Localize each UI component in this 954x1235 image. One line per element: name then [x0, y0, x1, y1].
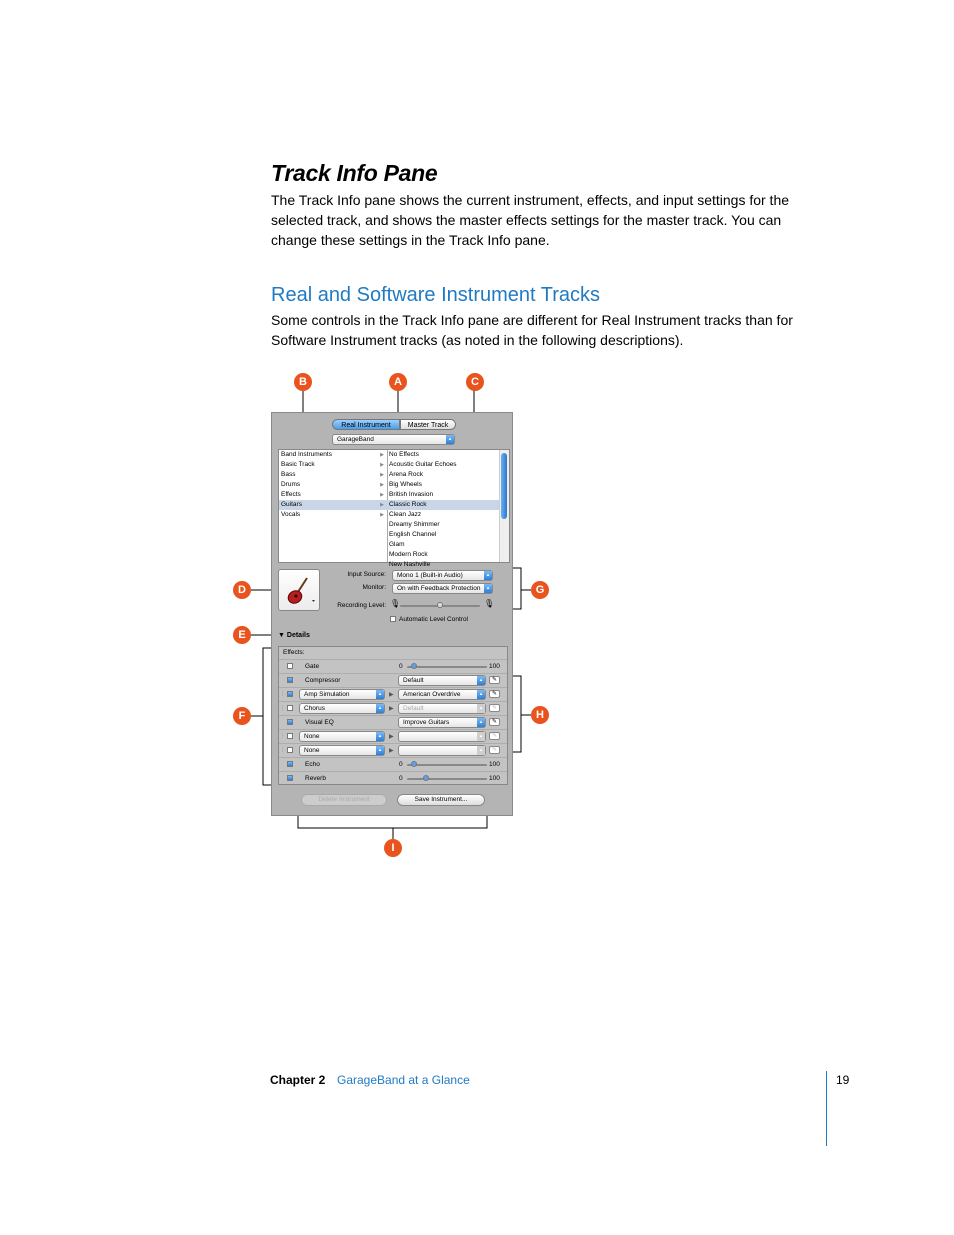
recording-level-knob[interactable] [437, 602, 443, 608]
effect-name: Echo [305, 761, 320, 768]
popup-arrows-icon: ▴ [477, 732, 485, 741]
chevron-right-icon: ▶ [380, 512, 384, 518]
chevron-right-icon: ▶ [380, 472, 384, 478]
effect-checkbox[interactable] [287, 775, 293, 781]
category-item[interactable] [279, 460, 387, 470]
save-instrument-button[interactable]: Save Instrument... [397, 794, 485, 806]
effect-slider-knob[interactable] [423, 775, 429, 781]
callout-f: F [233, 707, 251, 725]
popup-arrows-icon: ▴ [376, 690, 384, 699]
category-label: Drums [281, 481, 301, 488]
drag-handle-icon[interactable]: ⋮ [280, 691, 285, 697]
effect-preset-popup[interactable] [398, 731, 486, 742]
effect-checkbox[interactable] [287, 747, 293, 753]
play-arrow-icon: ▶ [389, 706, 394, 712]
mic-high-icon: 🎙 [484, 599, 495, 608]
recording-level-label: Recording Level: [337, 602, 386, 609]
monitor-label: Monitor: [362, 584, 386, 591]
preset-item[interactable]: British Invasion [389, 491, 434, 498]
play-arrow-icon: ▶ [389, 748, 394, 754]
category-list [279, 450, 388, 562]
drag-handle-icon[interactable]: ⋮ [280, 705, 285, 711]
popup-arrows-icon: ▴ [477, 676, 485, 685]
genre-value: GarageBand [337, 436, 374, 443]
effect-row [279, 771, 507, 784]
category-item[interactable] [279, 490, 387, 500]
popup-arrows-icon: ▴ [484, 571, 492, 580]
effect-name: Visual EQ [305, 719, 334, 726]
effect-row [279, 659, 507, 672]
category-label: Band Instruments [281, 451, 332, 458]
input-source-label: Input Source: [347, 571, 386, 578]
effect-row [279, 673, 507, 686]
effect-row [279, 687, 507, 700]
monitor-value: On with Feedback Protection [397, 585, 481, 592]
callout-b: B [294, 373, 312, 391]
popup-arrows-icon: ▴ [477, 718, 485, 727]
effect-row [279, 701, 507, 714]
popup-arrows-icon: ▴ [376, 704, 384, 713]
drag-handle-icon[interactable]: ⋮ [280, 733, 285, 739]
effect-preset-popup[interactable] [398, 745, 486, 756]
effect-preset-value: Improve Guitars [403, 719, 450, 726]
popup-arrows-icon: ▴ [477, 690, 485, 699]
subsection-title: Real and Software Instrument Tracks [271, 284, 601, 306]
subsection-paragraph: Some controls in the Track Info pane are different for Real Instrument tracks than for Software Instrument tracks (as noted in the following descriptions). [271, 312, 793, 348]
effect-type-popup[interactable] [299, 689, 385, 700]
effect-name: Compressor [305, 677, 341, 684]
preset-item[interactable]: Arena Rock [389, 471, 423, 478]
category-label: Bass [281, 471, 296, 478]
preset-list [387, 450, 502, 568]
effect-name: None [304, 747, 320, 754]
effect-type-popup[interactable] [299, 731, 385, 742]
preset-item[interactable]: Acoustic Guitar Echoes [389, 461, 457, 468]
effect-checkbox[interactable] [287, 733, 293, 739]
chevron-right-icon: ▶ [380, 482, 384, 488]
popup-arrows-icon: ▴ [376, 746, 384, 755]
effect-preset-value: Default [403, 677, 424, 684]
effect-slider[interactable] [407, 778, 487, 780]
preset-item[interactable]: Modern Rock [389, 551, 428, 558]
input-source-value: Mono 1 (Built-in Audio) [397, 572, 463, 579]
effect-preset-popup[interactable] [398, 717, 486, 728]
popup-arrows-icon: ▴ [477, 746, 485, 755]
play-arrow-icon: ▶ [389, 734, 394, 740]
effect-preset-popup[interactable] [398, 675, 486, 686]
preset-item[interactable]: Big Wheels [389, 481, 422, 488]
slider-max-label: 100 [489, 761, 500, 768]
monitor-popup[interactable] [392, 583, 493, 594]
mic-low-icon: 🎙 [390, 599, 401, 608]
effects-box [278, 646, 508, 785]
delete-instrument-button[interactable]: Delete Instrument [301, 794, 387, 806]
popup-arrows-icon: ▴ [446, 435, 454, 444]
effect-name: None [304, 733, 320, 740]
category-item[interactable] [279, 450, 387, 460]
footer-chapter: Chapter 2 [270, 1073, 326, 1087]
slider-min-label: 0 [399, 663, 403, 670]
slider-min-label: 0 [399, 761, 403, 768]
category-item[interactable] [279, 470, 387, 480]
effect-type-popup[interactable] [299, 703, 385, 714]
preset-scrollbar[interactable] [499, 450, 509, 562]
preset-item[interactable]: Glam [389, 541, 405, 548]
effect-slider[interactable] [407, 764, 487, 766]
intro-paragraph: The Track Info pane shows the current instrument, effects, and input settings for the selected track, and shows the master effects settings for the master track. You can change these settings in the Track Info pane. [271, 192, 790, 248]
effect-name: Chorus [304, 705, 325, 712]
genre-popup[interactable] [332, 434, 455, 445]
tab-master-track[interactable]: Master Track [400, 419, 456, 430]
preset-item[interactable]: No Effects [389, 451, 419, 458]
chevron-right-icon: ▶ [380, 492, 384, 498]
effect-name: Gate [305, 663, 320, 670]
effect-slider-knob[interactable] [411, 761, 417, 767]
preset-item[interactable]: Dreamy Shimmer [389, 521, 440, 528]
effect-row [279, 715, 507, 728]
effect-checkbox[interactable] [287, 691, 293, 697]
chevron-right-icon: ▶ [380, 502, 384, 508]
category-label: Vocals [281, 511, 301, 518]
effect-type-popup[interactable] [299, 745, 385, 756]
drag-handle-icon[interactable]: ⋮ [280, 747, 285, 753]
edit-pencil-icon[interactable]: ✎ [489, 704, 500, 712]
effects-label: Effects: [283, 649, 305, 656]
effect-name: Reverb [305, 775, 326, 782]
effect-row [279, 729, 507, 742]
effect-preset-value: American Overdrive [403, 691, 461, 698]
effect-row [279, 743, 507, 756]
footer-chapter-title: GarageBand at a Glance [337, 1073, 470, 1087]
effect-row [279, 757, 507, 770]
callout-d: D [233, 581, 251, 599]
chevron-right-icon: ▶ [380, 452, 384, 458]
effect-checkbox[interactable] [287, 761, 293, 767]
details-disclosure[interactable] [278, 632, 310, 639]
preset-item[interactable]: Classic Rock [387, 500, 502, 510]
play-arrow-icon: ▶ [389, 692, 394, 698]
preset-item[interactable]: English Channel [389, 531, 437, 538]
effect-checkbox[interactable] [287, 677, 293, 683]
category-item[interactable] [279, 480, 387, 490]
callout-h: H [531, 706, 549, 724]
section-title: Track Info Pane [271, 160, 438, 186]
category-label: Basic Track [281, 461, 315, 468]
category-label: Guitars [281, 501, 302, 508]
preset-item[interactable]: New Nashville [389, 561, 431, 568]
callout-e: E [233, 626, 251, 644]
footer-divider [826, 1071, 827, 1146]
popup-arrows-icon: ▴ [376, 732, 384, 741]
slider-max-label: 100 [489, 775, 500, 782]
edit-pencil-icon[interactable]: ✎ [489, 718, 500, 726]
effect-preset-popup[interactable] [398, 703, 486, 714]
edit-pencil-icon[interactable]: ✎ [489, 746, 500, 754]
callout-g: G [531, 581, 549, 599]
preset-item[interactable]: Clean Jazz [389, 511, 422, 518]
details-label: Details [286, 632, 310, 639]
edit-pencil-icon[interactable]: ✎ [489, 676, 500, 684]
tab-real-instrument[interactable]: Real Instrument [332, 419, 400, 430]
input-source-popup[interactable] [392, 570, 493, 581]
slider-max-label: 100 [489, 663, 500, 670]
guitar-icon [279, 570, 319, 610]
effect-name: Amp Simulation [304, 691, 350, 698]
category-label: Effects [281, 491, 301, 498]
effect-slider[interactable] [407, 666, 487, 668]
edit-pencil-icon[interactable]: ✎ [489, 732, 500, 740]
disclosure-triangle-icon: ▼ [278, 632, 285, 639]
category-item[interactable] [279, 500, 387, 510]
auto-level-checkbox[interactable] [390, 616, 396, 622]
effect-preset-popup[interactable] [398, 689, 486, 700]
scrollbar-thumb[interactable] [501, 453, 507, 519]
auto-level-label: Automatic Level Control [399, 616, 469, 623]
page-number: 19 [836, 1073, 850, 1087]
category-item[interactable] [279, 510, 387, 520]
effect-checkbox[interactable] [287, 719, 293, 725]
effect-preset-value: Default [403, 705, 424, 712]
popup-arrows-icon: ▴ [484, 584, 492, 593]
effect-slider-knob[interactable] [411, 663, 417, 669]
slider-min-label: 0 [399, 775, 403, 782]
chevron-right-icon: ▶ [380, 462, 384, 468]
effect-checkbox[interactable] [287, 705, 293, 711]
popup-arrows-icon: ▴ [477, 704, 485, 713]
edit-pencil-icon[interactable]: ✎ [489, 690, 500, 698]
callout-c: C [466, 373, 484, 391]
callout-a: A [389, 373, 407, 391]
track-info-pane [271, 412, 513, 816]
callout-i: I [384, 839, 402, 857]
effect-checkbox[interactable] [287, 663, 293, 669]
instrument-icon-button[interactable] [278, 569, 320, 611]
instrument-browser [278, 449, 510, 568]
